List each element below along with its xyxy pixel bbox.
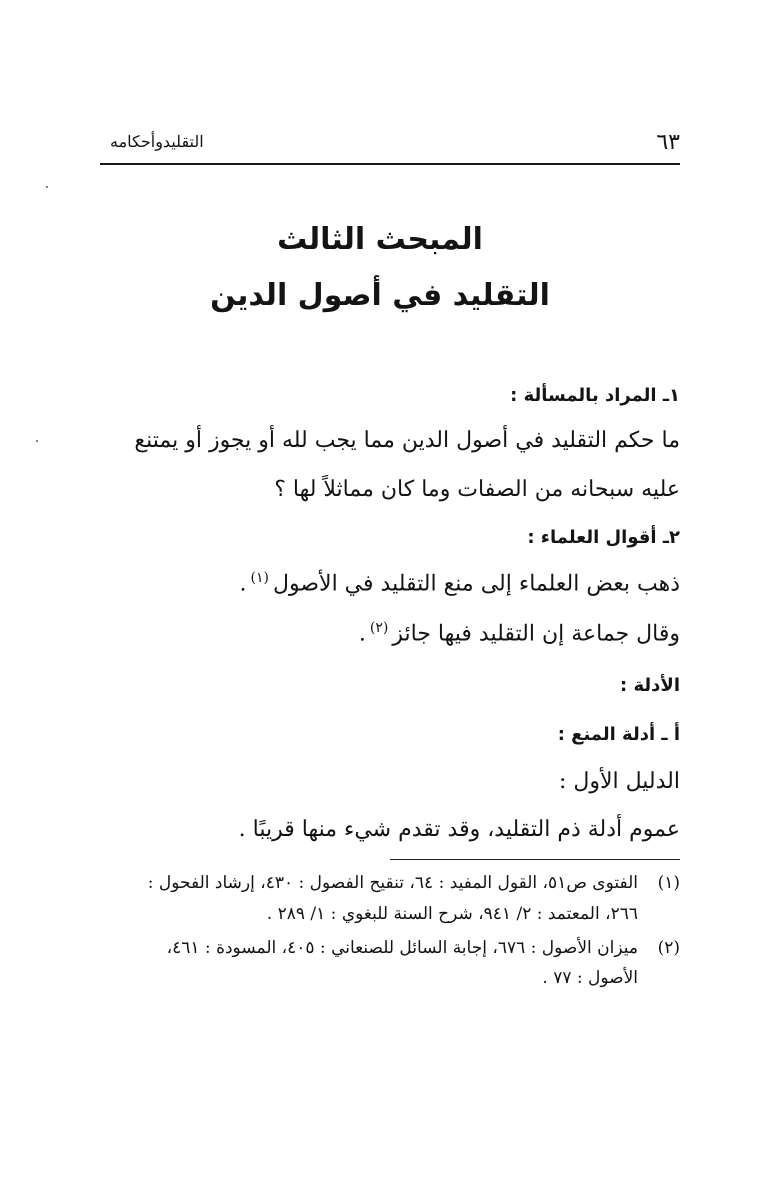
page-number: ٦٣ [656, 130, 680, 155]
footnote-1-line-1: الفتوى ص٥١، القول المفيد : ٦٤، تنقيح الفصول : ٤٣٠، إرشاد الفحول : [147, 873, 638, 893]
evidence-sub-heading: أ ـ أدلة المنع : [557, 724, 680, 745]
footnote-2-line-2: الأصول : ٧٧ . [542, 968, 638, 988]
footnote-ref-1: (١) [250, 570, 269, 586]
evidence-heading: الأدلة : [620, 675, 680, 696]
footnote-1-line-2: ٢٦٦، المعتمد : ٢/ ٩٤١، شرح السنة للبغوي : ١/ ٢٨٩ . [266, 904, 638, 924]
footnote-1-number: (١) [657, 873, 680, 893]
section-2-text-2: وقال جماعة إن التقليد فيها جائز [392, 621, 680, 647]
footnote-2-line-1: ميزان الأصول : ٦٧٦، إجابة السائل للصنعاني : ٤٠٥، المسودة : ٤٦١، [166, 938, 638, 958]
section-2-text-2-end: . [358, 621, 366, 647]
section-2-text-line-1 [240, 570, 680, 596]
scan-speck [36, 440, 38, 442]
section-2-text-1-end: . [239, 571, 247, 597]
footnote-rule [390, 859, 680, 860]
scan-speck [46, 186, 48, 188]
section-1-heading: ١ـ المراد بالمسألة : [510, 385, 680, 406]
section-2-heading: ٢ـ أقوال العلماء : [527, 527, 680, 548]
footnote-2-number: (٢) [657, 938, 680, 958]
chapter-subtitle: التقليد في أصول الدين [210, 278, 550, 313]
chapter-title: المبحث الثالث [277, 222, 483, 257]
first-evidence-label: الدليل الأول : [558, 769, 680, 794]
section-1-text-line-1: ما حكم التقليد في أصول الدين مما يجب لله أو يجوز أو يمتنع [134, 428, 680, 453]
footnote-ref-2: (٢) [369, 620, 389, 636]
section-2-text-line-2 [359, 620, 680, 646]
running-title: التقليدوأحكامه [110, 132, 204, 151]
section-1-text-line-2: عليه سبحانه من الصفات وما كان مماثلاً لها ؟ [274, 477, 680, 502]
section-2-text-1: ذهب بعض العلماء إلى منع التقليد في الأصول [273, 571, 680, 597]
header-rule [100, 163, 680, 165]
first-evidence-text: عموم أدلة ذم التقليد، وقد تقدم شيء منها قريبًا . [238, 817, 680, 842]
